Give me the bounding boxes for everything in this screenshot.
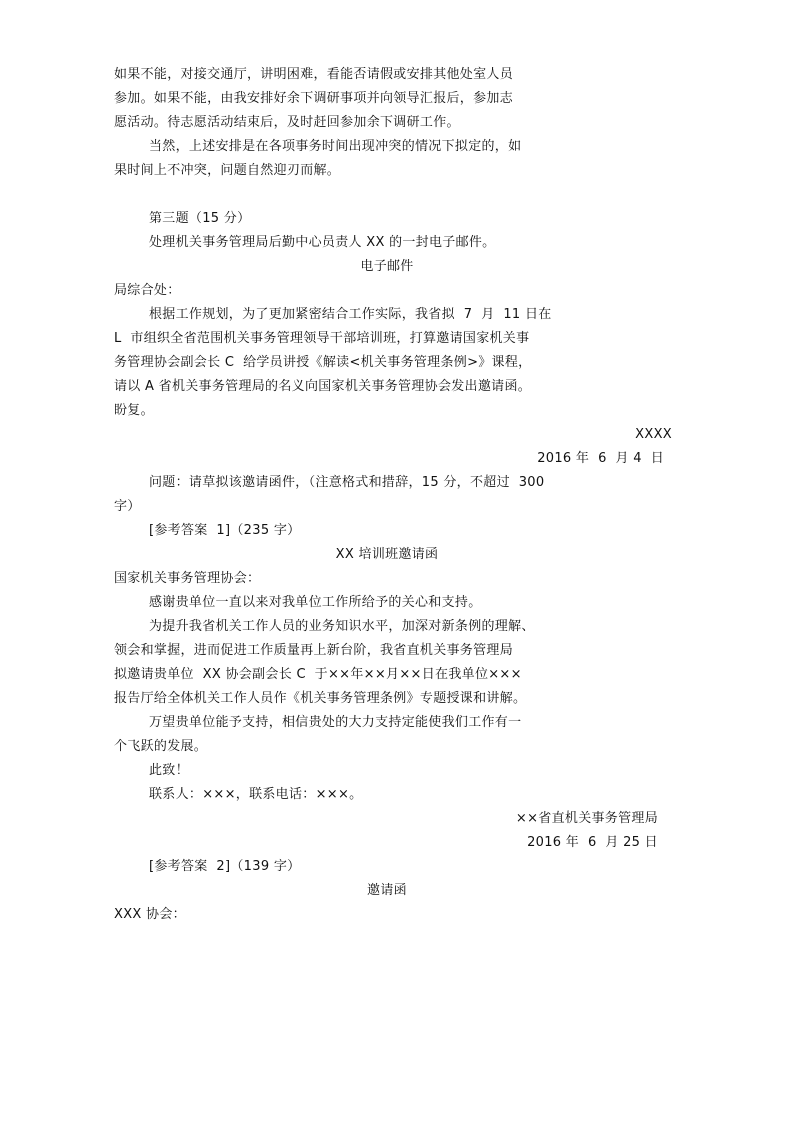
question-line: 字） (114, 499, 141, 514)
letter-closing: 此致！ (149, 763, 189, 778)
body-line: 当然，上述安排是在各项事务时间出现冲突的情况下拟定的，如 (149, 139, 522, 154)
email-body-line: 务管理协会副会长 C 给学员讲授《解读<机关事务管理条例>》课程， (114, 355, 532, 370)
email-body-line: 盼复。 (114, 403, 154, 418)
letter-body-line: 拟邀请贵单位 XX 协会副会长 C 于××年××月××日在我单位××× (114, 667, 522, 682)
letter-body-line: 报告厅给全体机关工作人员作《机关事务管理条例》专题授课和讲解。 (114, 691, 527, 706)
letter-date: 2016 年 6 月 25 日 (527, 835, 658, 850)
body-line: 参加。如果不能，由我安排好余下调研事项并向领导汇报后，参加志 (114, 91, 514, 106)
email-body-line: 请以 A 省机关事务管理局的名义向国家机关事务管理协会发出邀请函。 (114, 379, 532, 394)
letter-contact: 联系人：×××，联系电话：×××。 (149, 787, 363, 802)
question-intro: 处理机关事务管理局后勤中心员责人 XX 的一封电子邮件。 (149, 235, 496, 250)
letter-body-line: 为提升我省机关工作人员的业务知识水平，加深对新条例的理解、 (149, 619, 535, 634)
body-line: 愿活动。待志愿活动结束后，及时赶回参加余下调研工作。 (114, 115, 460, 130)
letter-salutation: XXX 协会： (114, 907, 186, 922)
body-line: 如果不能，对接交通厅，讲明困难，看能否请假或安排其他处室人员 (114, 67, 514, 82)
letter-title: 邀请函 (367, 883, 407, 898)
letter-body-line: 个飞跃的发展。 (114, 739, 208, 754)
section-heading: 第三题（15 分） (149, 211, 251, 226)
email-date: 2016 年 6 月 4 日 (537, 451, 664, 466)
email-body-line: 根据工作规划，为了更加紧密结合工作实际，我省拟 7 月 11 日在 (149, 307, 552, 322)
letter-body-line: 万望贵单位能予支持，相信贵处的大力支持定能使我们工作有一 (149, 715, 522, 730)
answer-heading: [参考答案 2]（139 字） (149, 859, 301, 874)
email-salutation: 局综合处： (114, 283, 181, 298)
question-line: 问题：请草拟该邀请函件，（注意格式和措辞，15 分，不超过 300 (149, 475, 545, 490)
letter-signature: ××省直机关事务管理局 (515, 811, 658, 826)
email-sender: XXXX (635, 427, 672, 442)
letter-body-line: 领会和掌握，进而促进工作质量再上新台阶，我省直机关事务管理局 (114, 643, 514, 658)
email-title: 电子邮件 (360, 259, 414, 274)
letter-salutation: 国家机关事务管理协会： (114, 571, 261, 586)
email-body-line: L 市组织全省范围机关事务管理领导干部培训班，打算邀请国家机关事 (114, 331, 530, 346)
letter-title: XX 培训班邀请函 (335, 547, 439, 562)
body-line: 果时间上不冲突，问题自然迎刃而解。 (114, 163, 341, 178)
letter-body-line: 感谢贵单位一直以来对我单位工作所给予的关心和支持。 (149, 595, 482, 610)
answer-heading: [参考答案 1]（235 字） (149, 523, 301, 538)
